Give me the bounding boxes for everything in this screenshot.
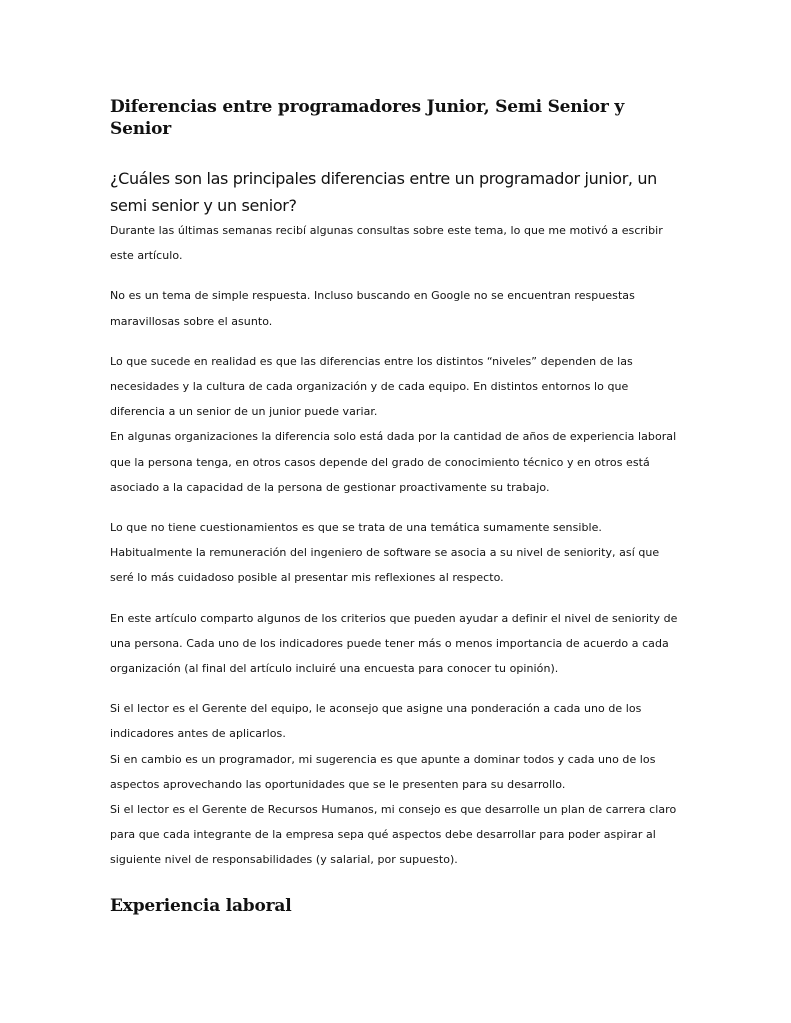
section-heading: Experiencia laboral <box>110 895 292 916</box>
paragraph: En este artículo comparto algunos de los criterios que pueden ayudar a definir el nivel de seniority de una persona. Cada uno de los indicadores puede tener más o menos importancia de acuerdo a cada organización (al final del artículo incluiré una encuesta para conocer tu opinión). <box>110 611 678 676</box>
paragraph: Lo que no tiene cuestionamientos es que se trata de una temática sumamente sensible. Habitualmente la remuneración del ingeniero de software se asocia a su nivel de seniority, así que seré lo más cuidadoso posible al presentar mis reflexiones al respecto. <box>110 521 660 585</box>
paragraph: No es un tema de simple respuesta. Incluso buscando en Google no se encuentran respuestas maravillosas sobre el asunto. <box>110 289 635 328</box>
paragraph: Durante las últimas semanas recibí algunas consultas sobre este tema, lo que me motivó a escribir este artículo. <box>110 224 663 263</box>
paragraph: Si en cambio es un programador, mi sugerencia es que apunte a dominar todos y cada uno de los aspectos aprovechando las oportunidades que se le presenten para su desarrollo. <box>110 752 656 791</box>
paragraph: Si el lector es el Gerente del equipo, le aconsejo que asigne una ponderación a cada uno de los indicadores antes de aplicarlos. <box>110 702 642 741</box>
paragraph: Lo que sucede en realidad es que las diferencias entre los distintos “niveles” dependen de las necesidades y la cultura de cada organización y de cada equipo. En distintos entornos lo que diferencia a un senior de un junior puede variar. <box>110 354 633 419</box>
document-title: Diferencias entre programadores Junior, Semi Senior y Senior <box>110 97 625 139</box>
document-page <box>110 96 682 917</box>
document-subtitle: ¿Cuáles son las principales diferencias entre un programador junior, un semi senior y un senior? <box>110 169 657 215</box>
paragraph: Si el lector es el Gerente de Recursos Humanos, mi consejo es que desarrolle un plan de carrera claro para que cada integrante de la empresa sepa qué aspectos debe desarrollar para poder aspirar al siguiente nivel de responsabilidades (y salarial, por supuesto). <box>110 803 677 867</box>
paragraph: En algunas organizaciones la diferencia solo está dada por la cantidad de años de experiencia laboral que la persona tenga, en otros casos depende del grado de conocimiento técnico y en otros está asociado a la capacidad de la persona de gestionar proactivamente su trabajo. <box>110 430 677 494</box>
